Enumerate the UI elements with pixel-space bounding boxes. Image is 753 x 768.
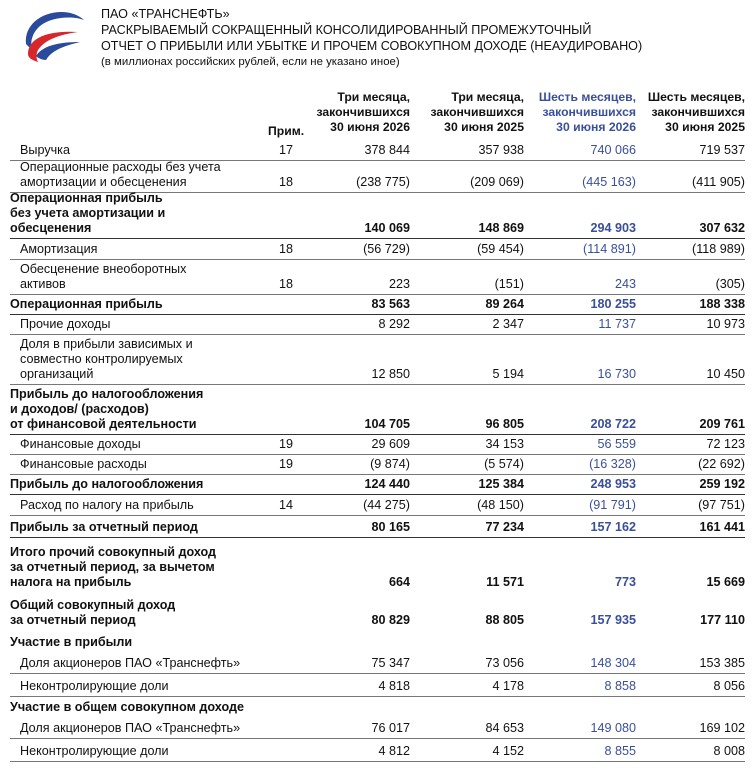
units-note: (в миллионах российских рублей, если не указано иное) — [101, 56, 400, 68]
row-label — [20, 317, 110, 332]
cell-value: (91 791) — [589, 498, 636, 512]
cell-value: 8 056 — [713, 679, 745, 693]
cell-value: 16 730 — [597, 367, 636, 381]
row-label — [10, 700, 244, 715]
table-row — [0, 315, 753, 335]
cell-value: 223 — [388, 277, 410, 291]
cell-value: 80 829 — [371, 613, 410, 627]
cell-value: 153 385 — [699, 656, 745, 670]
cell-value: (56 729) — [363, 242, 410, 256]
cell-value: 2 347 — [492, 317, 524, 331]
row-label-line: Операционная прибыль — [10, 191, 163, 205]
row-label-line: Прибыль до налогообложения — [10, 477, 204, 491]
row-label-line: Доля акционеров ПАО «Транснефть» — [20, 721, 241, 735]
row-label — [20, 457, 147, 472]
cell-value: 56 559 — [597, 437, 636, 451]
row-note: 19 — [279, 437, 294, 451]
table-row — [0, 631, 753, 653]
column-header-q2-2025: Три месяца, закончившихся 30 июня 2025 — [430, 90, 524, 134]
table-row — [0, 697, 753, 718]
row-label-line: Прибыль до налогообложения — [10, 387, 204, 401]
cell-value: 307 632 — [699, 221, 745, 235]
cell-value: 34 153 — [485, 437, 524, 451]
column-header-note: Прим. — [268, 124, 305, 138]
cell-value: (9 874) — [370, 457, 410, 471]
cell-value: 77 234 — [485, 520, 524, 534]
row-label-line: Неконтролирующие доли — [20, 679, 169, 693]
table-row — [0, 295, 753, 315]
table-row — [0, 674, 753, 697]
cell-value: 11 737 — [598, 317, 636, 331]
column-header-h1-2025: Шесть месяцев, закончившихся 30 июня 2025 — [647, 90, 745, 134]
cell-value: 125 384 — [478, 477, 524, 491]
row-label-line: Участие в прибыли — [10, 635, 133, 649]
table-row — [0, 335, 753, 385]
column-header-q2-2026: Три месяца, закончившихся 30 июня 2026 — [316, 90, 410, 134]
cell-value: (238 775) — [356, 175, 410, 189]
table-row — [0, 260, 753, 295]
row-note: 18 — [279, 277, 294, 291]
row-label — [20, 721, 240, 736]
cell-value: 208 722 — [590, 417, 636, 431]
row-label-line: за отчетный период — [10, 613, 136, 627]
row-note: 18 — [279, 242, 294, 256]
report-header — [0, 0, 753, 80]
cell-value: 140 069 — [364, 221, 410, 235]
row-note: 17 — [279, 143, 294, 157]
row-label-line: Амортизация — [20, 242, 98, 256]
report-title-line2: ОТЧЕТ О ПРИБЫЛИ ИЛИ УБЫТКЕ И ПРОЧЕМ СОВОКУПНОМ ДОХОДЕ (НЕАУДИРОВАНО) — [101, 39, 643, 53]
cell-value: 83 563 — [371, 297, 410, 311]
report-title-line1: РАСКРЫВАЕМЫЙ СОКРАЩЕННЫЙ КОНСОЛИДИРОВАННЫЙ ПРОМЕЖУТОЧНЫЙ — [101, 23, 592, 37]
table-row — [0, 455, 753, 475]
cell-value: 84 653 — [485, 721, 524, 735]
cell-value: 10 450 — [706, 367, 745, 381]
cell-value: 148 869 — [478, 221, 524, 235]
row-label — [20, 656, 240, 671]
row-label — [10, 545, 216, 590]
row-label-line: Обесценение внеоборотных — [20, 262, 187, 276]
row-label — [10, 598, 175, 628]
cell-value: 4 178 — [492, 679, 524, 693]
row-label — [20, 337, 193, 382]
table-row — [0, 193, 753, 239]
table-row — [0, 385, 753, 435]
cell-value: 8 858 — [604, 679, 636, 693]
row-label — [10, 635, 132, 650]
row-label-line: Расход по налогу на прибыль — [20, 498, 194, 512]
cell-value: 8 008 — [713, 744, 745, 758]
row-divider — [10, 537, 745, 538]
row-label-line: без учета амортизации и — [10, 206, 166, 220]
cell-value: 719 537 — [699, 143, 745, 157]
row-label — [10, 477, 203, 492]
cell-value: (151) — [494, 277, 524, 291]
cell-value: 76 017 — [371, 721, 410, 735]
cell-value: (44 275) — [363, 498, 410, 512]
cell-value: 15 669 — [706, 575, 745, 589]
cell-value: 8 292 — [378, 317, 410, 331]
cell-value: (48 150) — [477, 498, 524, 512]
row-label-line: и доходов/ (расходов) — [10, 402, 149, 416]
income-statement-table — [0, 143, 753, 762]
cell-value: 96 805 — [485, 417, 524, 431]
cell-value: (114 891) — [583, 242, 636, 256]
row-label — [20, 437, 141, 452]
cell-value: (22 692) — [698, 457, 745, 471]
cell-value: 664 — [388, 575, 410, 589]
table-row — [0, 653, 753, 674]
cell-value: 5 194 — [492, 367, 524, 381]
cell-value: 124 440 — [364, 477, 410, 491]
row-label-line: амортизации и обесценения — [20, 175, 187, 189]
cell-value: 4 812 — [378, 744, 410, 758]
cell-value: 177 110 — [700, 613, 745, 627]
cell-value: 169 102 — [699, 721, 745, 735]
cell-value: 180 255 — [590, 297, 636, 311]
row-label — [20, 160, 221, 190]
cell-value: 8 855 — [604, 744, 636, 758]
cell-value: 157 162 — [590, 520, 636, 534]
table-row — [0, 143, 753, 161]
cell-value: 89 264 — [485, 297, 524, 311]
row-label-line: за отчетный период, за вычетом — [10, 560, 215, 574]
row-label — [10, 520, 198, 535]
row-label-line: Неконтролирующие доли — [20, 744, 169, 758]
row-label-line: Общий совокупный доход — [10, 598, 176, 612]
row-label-line: налога на прибыль — [10, 575, 132, 589]
row-label-line: Доля акционеров ПАО «Транснефть» — [20, 656, 241, 670]
cell-value: 188 338 — [699, 297, 745, 311]
table-row — [0, 516, 753, 538]
cell-value: 294 903 — [590, 221, 636, 235]
cell-value: 209 761 — [699, 417, 745, 431]
row-label-line: Операционная прибыль — [10, 297, 163, 311]
row-note: 18 — [279, 175, 294, 189]
column-header-h1-2026: Шесть месяцев, закончившихся 30 июня 2026 — [538, 90, 636, 134]
row-divider — [10, 761, 745, 762]
cell-value: 29 609 — [371, 437, 410, 451]
cell-value: 773 — [614, 575, 636, 589]
row-label — [20, 679, 169, 694]
row-label-line: Прочие доходы — [20, 317, 111, 331]
cell-value: (445 163) — [582, 175, 636, 189]
table-row — [0, 161, 753, 193]
cell-value: 157 935 — [590, 613, 636, 627]
row-label — [10, 387, 203, 432]
row-label-line: обесценения — [10, 221, 92, 235]
row-label-line: активов — [20, 277, 66, 291]
cell-value: 740 066 — [590, 143, 636, 157]
row-label — [20, 262, 186, 292]
table-row — [0, 739, 753, 762]
cell-value: (305) — [715, 277, 745, 291]
row-label-line: Доля в прибыли зависимых и — [20, 337, 193, 351]
cell-value: 149 080 — [590, 721, 636, 735]
row-label-line: Финансовые доходы — [20, 437, 141, 451]
cell-value: (118 989) — [692, 242, 745, 256]
table-row — [0, 593, 753, 631]
cell-value: 161 441 — [699, 520, 745, 534]
cell-value: 10 973 — [706, 317, 745, 331]
row-label-line: Прибыль за отчетный период — [10, 520, 198, 534]
cell-value: 378 844 — [364, 143, 410, 157]
cell-value: 259 192 — [699, 477, 745, 491]
row-note: 19 — [279, 457, 294, 471]
row-label — [20, 498, 194, 513]
cell-value: 357 938 — [478, 143, 524, 157]
table-row — [0, 239, 753, 260]
cell-value: (16 328) — [589, 457, 636, 471]
cell-value: 72 123 — [706, 437, 745, 451]
row-label — [20, 242, 97, 257]
table-row — [0, 546, 753, 593]
table-row — [0, 495, 753, 516]
cell-value: 4 818 — [378, 679, 410, 693]
row-label-line: совместно контролируемых — [20, 352, 183, 366]
row-label — [20, 744, 169, 759]
cell-value: 12 850 — [371, 367, 410, 381]
row-label — [20, 143, 70, 158]
row-label-line: от финансовой деятельности — [10, 417, 197, 431]
cell-value: 248 953 — [590, 477, 636, 491]
cell-value: (97 751) — [698, 498, 745, 512]
cell-value: 243 — [614, 277, 636, 291]
table-row — [0, 475, 753, 495]
transneft-logo-icon — [18, 8, 88, 66]
row-label-line: Выручка — [20, 143, 70, 157]
row-label — [10, 297, 163, 312]
cell-value: 73 056 — [485, 656, 524, 670]
cell-value: (5 574) — [484, 457, 524, 471]
cell-value: 88 805 — [485, 613, 524, 627]
row-label-line: Участие в общем совокупном доходе — [10, 700, 244, 714]
row-label-line: Операционные расходы без учета — [20, 160, 221, 174]
cell-value: (59 454) — [477, 242, 524, 256]
cell-value: (209 069) — [470, 175, 524, 189]
cell-value: 148 304 — [590, 656, 636, 670]
row-note: 14 — [279, 498, 294, 512]
cell-value: (411 905) — [692, 175, 745, 189]
cell-value: 11 571 — [486, 575, 524, 589]
row-label-line: организаций — [20, 367, 94, 381]
row-label-line: Итого прочий совокупный доход — [10, 545, 217, 559]
company-name: ПАО «ТРАНСНЕФТЬ» — [101, 7, 230, 21]
cell-value: 80 165 — [371, 520, 410, 534]
row-label — [10, 191, 165, 236]
cell-value: 75 347 — [371, 656, 410, 670]
table-row — [0, 435, 753, 455]
table-row — [0, 718, 753, 739]
cell-value: 104 705 — [364, 417, 410, 431]
row-label-line: Финансовые расходы — [20, 457, 147, 471]
cell-value: 4 152 — [492, 744, 524, 758]
